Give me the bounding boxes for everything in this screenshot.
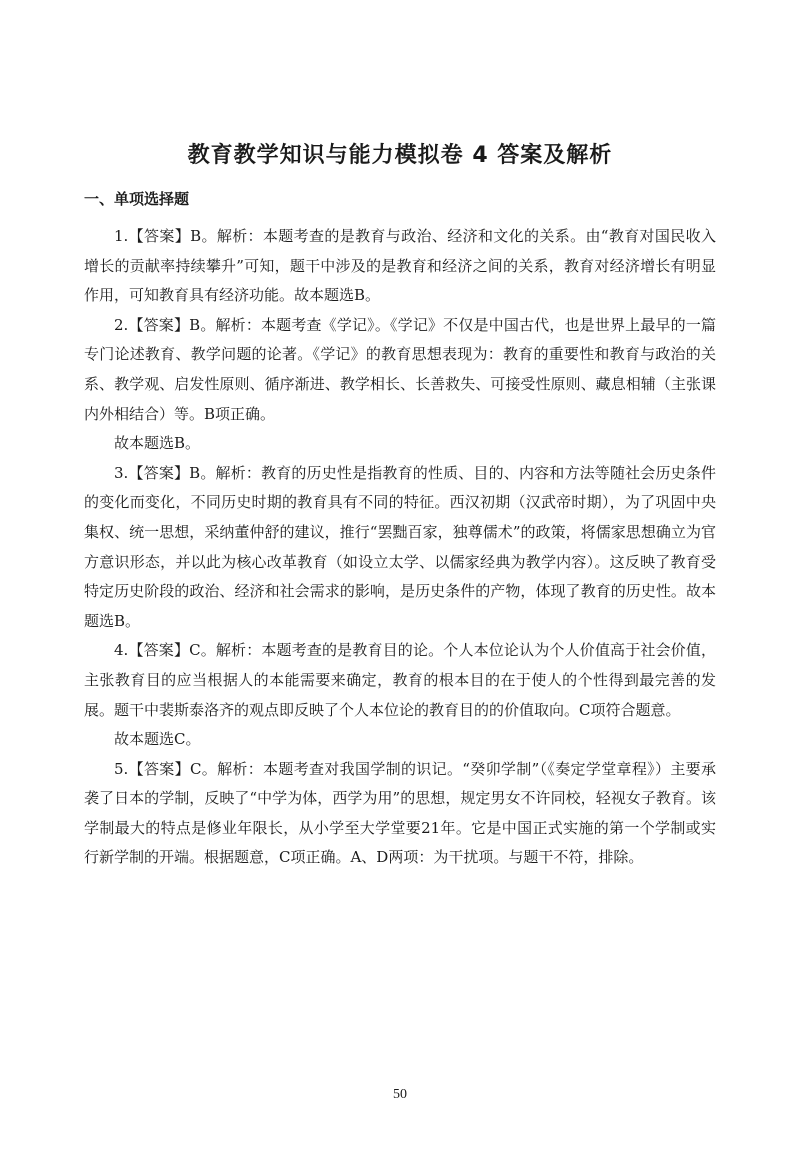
answer-paragraph-4: 4.【答案】C。解析：本题考查的是教育目的论。个人本位论认为个人价值高于社会价值，主张教育目的应当根据人的本能需要来确定，教育的根本目的在于使人的个性得到最完善的发展。题干中裴斯泰洛齐的观点即反映了个人本位论的教育目的的价值取向。C项符合题意。	[84, 641, 716, 719]
answer-paragraph-3: 3.【答案】B。解析：教育的历史性是指教育的性质、目的、内容和方法等随社会历史条件的变化而变化，不同历史时期的教育具有不同的特征。西汉初期（汉武帝时期），为了巩固中央集权、统一思想，采纳董仲舒的建议，推行“罢黜百家，独尊儒术”的政策，将儒家思想确立为官方意识形态，并以此为核心改革教育（如设立太学、以儒家经典为教学内容）。这反映了教育受特定历史阶段的政治、经济和社会需求的影响，是历史条件的产物，体现了教育的历史性。故本题选B。	[84, 463, 716, 630]
answer-paragraph-4-conclusion: 故本题选C。	[114, 730, 201, 749]
page-number: 50	[393, 1087, 407, 1102]
answer-paragraph-2: 2.【答案】B。解析：本题考查《学记》。《学记》不仅是中国古代，也是世界上最早的一篇专门论述教育、教学问题的论著。《学记》的教育思想表现为：教育的重要性和教育与政治的关系、教学观、启发性原则、循序渐进、教学相长、长善救失、可接受性原则、藏息相辅（主张课内外相结合）等。B项正确。	[84, 315, 716, 423]
answer-paragraph-2-conclusion: 故本题选B。	[114, 434, 201, 453]
answer-paragraph-5: 5.【答案】C。解析：本题考查对我国学制的识记。“癸卯学制”（《奏定学堂章程》）主要承袭了日本的学制，反映了“中学为体，西学为用”的思想，规定男女不许同校，轻视女子教育。该学制最大的特点是修业年限长，从小学至大学堂要21年。它是中国正式实施的第一个学制或实行新学制的开端。根据题意，C项正确。A、D两项：为干扰项。与题干不符，排除。	[84, 759, 716, 867]
section-heading: 一、单项选择题	[84, 190, 190, 208]
page-title: 教育教学知识与能力模拟卷 4 答案及解析	[187, 143, 613, 168]
answer-content	[84, 222, 716, 873]
answer-paragraph-1: 1.【答案】B。解析：本题考查的是教育与政治、经济和文化的关系。由“教育对国民收入增长的贡献率持续攀升”可知，题干中涉及的是教育和经济之间的关系，教育对经济增长有明显作用，可知教育具有经济功能。故本题选B。	[84, 227, 716, 305]
